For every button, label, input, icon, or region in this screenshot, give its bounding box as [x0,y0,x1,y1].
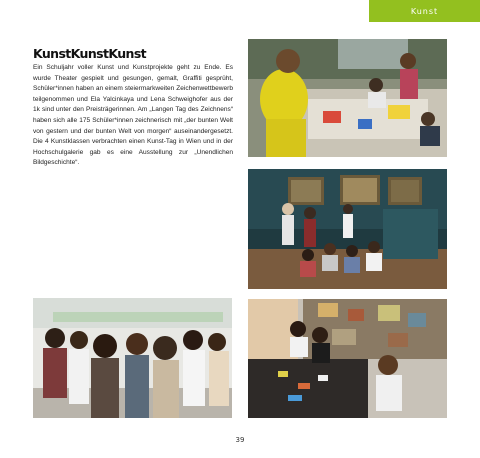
photo-students-group [33,298,232,418]
section-tab-kunst: Kunst [369,0,480,22]
article-title: KunstKunstKunst [33,46,147,61]
photo-museum-visit [248,169,447,289]
photo-outdoor-drawing-workshop [248,39,447,157]
page-number: 39 [235,436,245,444]
photo-craft-workshop [248,299,447,418]
article-body: Ein Schuljahr voller Kunst und Kunstprojekte geht zu Ende. Es wurde Theater gespielt und gesungen, gemalt, Graffiti gesprüht, Schüler*innen haben an einem steiermarkweiten Zeichenwettbewerb teilgenommen und Ela Yalcinkaya und Lena Schweighofer aus der 1k sind unter den Preisträgerinnen. Am „Langen Tag des Zeichnens“ haben sich alle 175 Schüler*innen zeichnerisch mit „der bunten Welt von gestern und der bunten Welt von morgen“ auseinandergesetzt. Die 4 Kunstklassen verbrachten einen Kunst-Tag in Wien und in der Hochschulgalerie gab es eine Ausstellung zur „Unendlichen Bildgeschichte“. [33,64,233,167]
